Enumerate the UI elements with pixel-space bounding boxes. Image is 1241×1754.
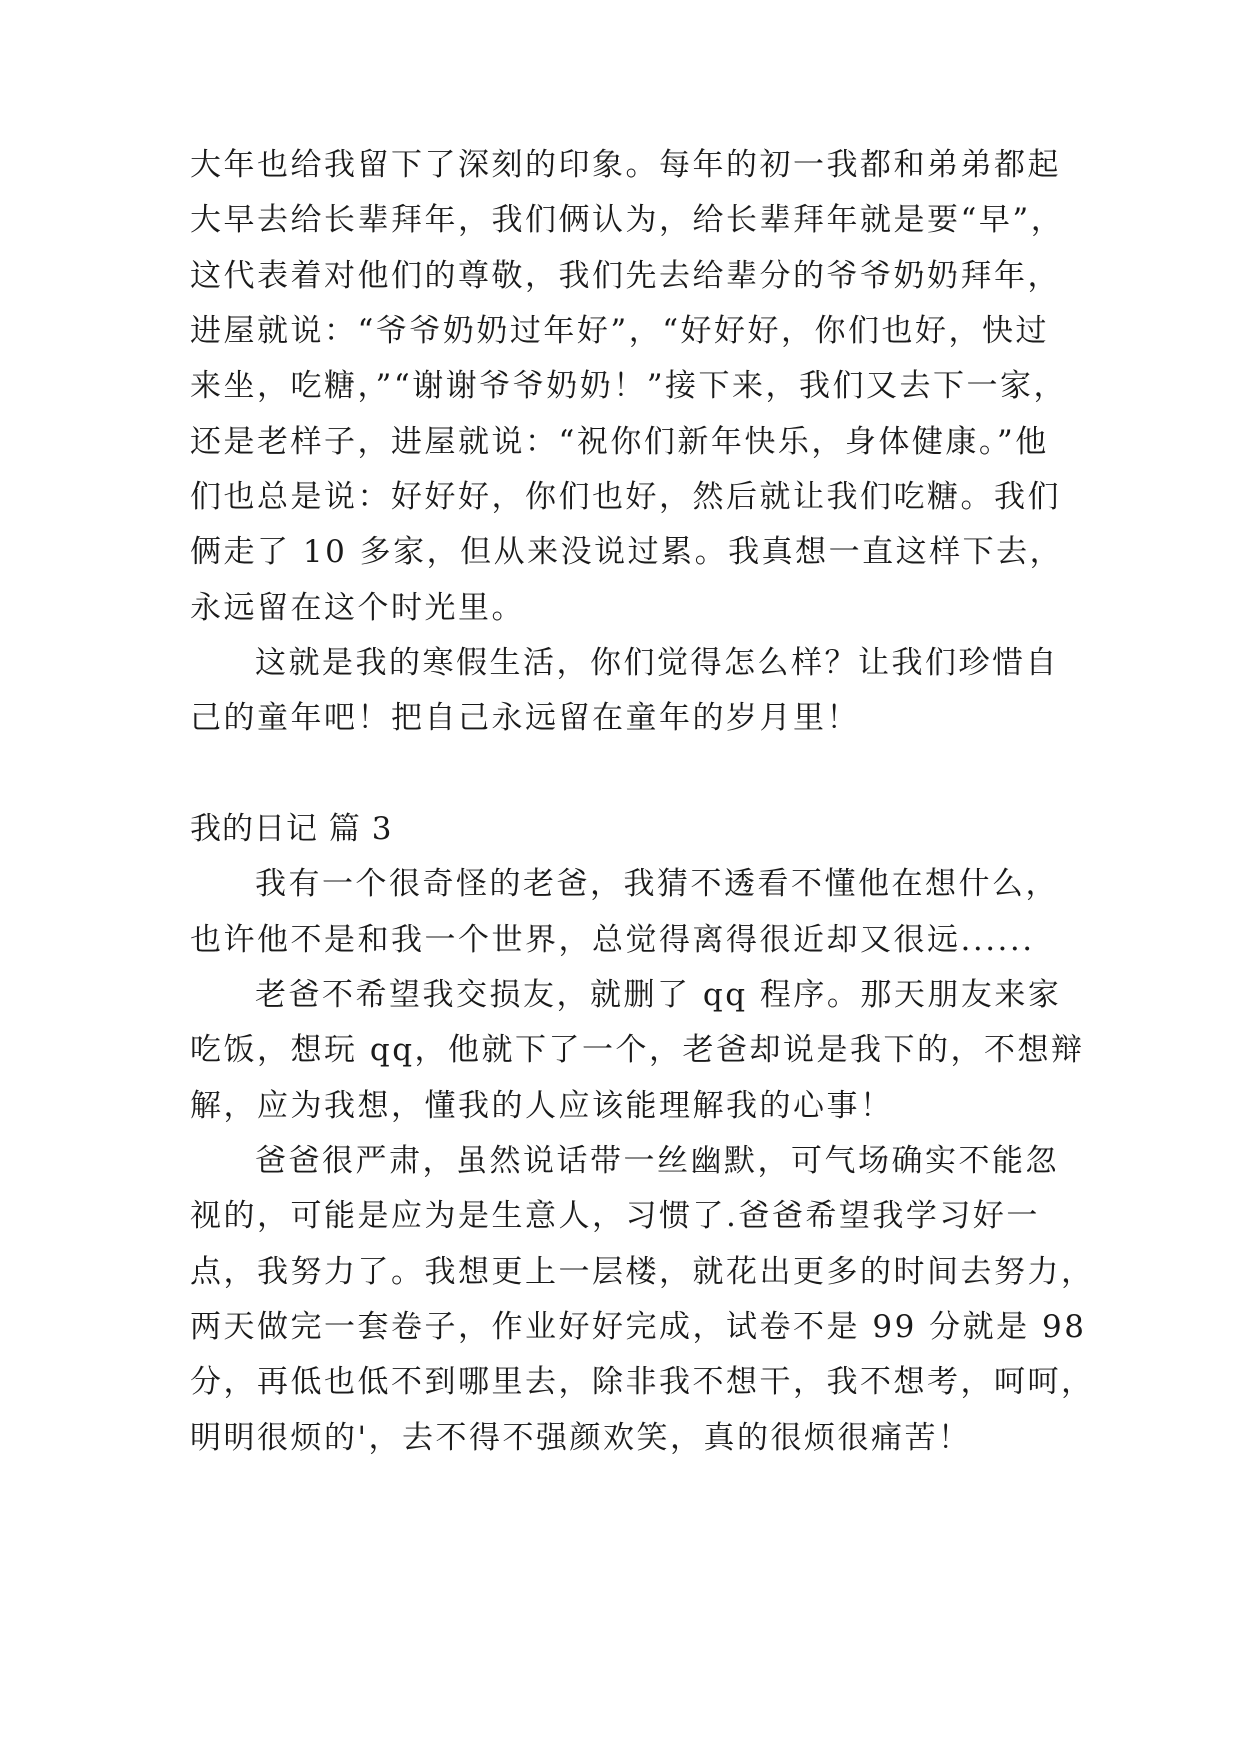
paragraph-line: 老爸不希望我交损友，就删了 qq 程序。那天朋友来家 xyxy=(255,977,1062,1013)
section-heading: 我的日记 篇 3 xyxy=(190,811,393,847)
paragraph-line: 永远留在这个时光里。 xyxy=(190,590,525,626)
paragraph-line: 还是老样子，进屋就说：“祝你们新年快乐，身体健康。”他 xyxy=(190,424,1049,460)
paragraph-line: 分，再低也低不到哪里去，除非我不想干，我不想考，呵呵， xyxy=(190,1364,1095,1400)
paragraph-line: 视的，可能是应为是生意人，习惯了.爸爸希望我学习好一 xyxy=(190,1198,1040,1234)
paragraph-line: 也许他不是和我一个世界，总觉得离得很近却又很远...... xyxy=(190,922,1035,958)
paragraph-line: 这就是我的寒假生活，你们觉得怎么样？让我们珍惜自 xyxy=(255,645,1059,681)
paragraph-line: 明明很烦的'，去不得不强颜欢笑，真的很烦很痛苦！ xyxy=(190,1420,972,1456)
paragraph-line: 大早去给长辈拜年，我们俩认为，给长辈拜年就是要“早”， xyxy=(190,202,1065,238)
paragraph-line: 进屋就说：“爷爷奶奶过年好”，“好好好，你们也好，快过 xyxy=(190,313,1050,349)
paragraph-line: 点，我努力了。我想更上一层楼，就花出更多的时间去努力， xyxy=(190,1254,1095,1290)
paragraph-line: 吃饭，想玩 qq，他就下了一个，老爸却说是我下的，不想辩 xyxy=(190,1032,1085,1068)
paragraph-line: 们也总是说：好好好，你们也好，然后就让我们吃糖。我们 xyxy=(190,479,1061,515)
paragraph-line: 两天做完一套卷子，作业好好完成，试卷不是 99 分就是 98 xyxy=(190,1309,1087,1345)
paragraph-line: 大年也给我留下了深刻的印象。每年的初一我都和弟弟都起 xyxy=(190,147,1061,183)
paragraph-line: 爸爸很严肃，虽然说话带一丝幽默，可气场确实不能忽 xyxy=(255,1143,1059,1179)
paragraph-line: 我有一个很奇怪的老爸，我猜不透看不懂他在想什么， xyxy=(255,866,1059,902)
paragraph-line: 解，应为我想，懂我的人应该能理解我的心事！ xyxy=(190,1088,894,1124)
paragraph-line: 来坐，吃糖，”“谢谢爷爷奶奶！”接下来，我们又去下一家， xyxy=(190,368,1068,404)
paragraph-line: 这代表着对他们的尊敬，我们先去给辈分的爷爷奶奶拜年， xyxy=(190,258,1061,294)
paragraph-line: 俩走了 10 多家，但从来没说过累。我真想一直这样下去， xyxy=(190,534,1064,570)
paragraph-line: 己的童年吧！把自己永远留在童年的岁月里！ xyxy=(190,700,860,736)
